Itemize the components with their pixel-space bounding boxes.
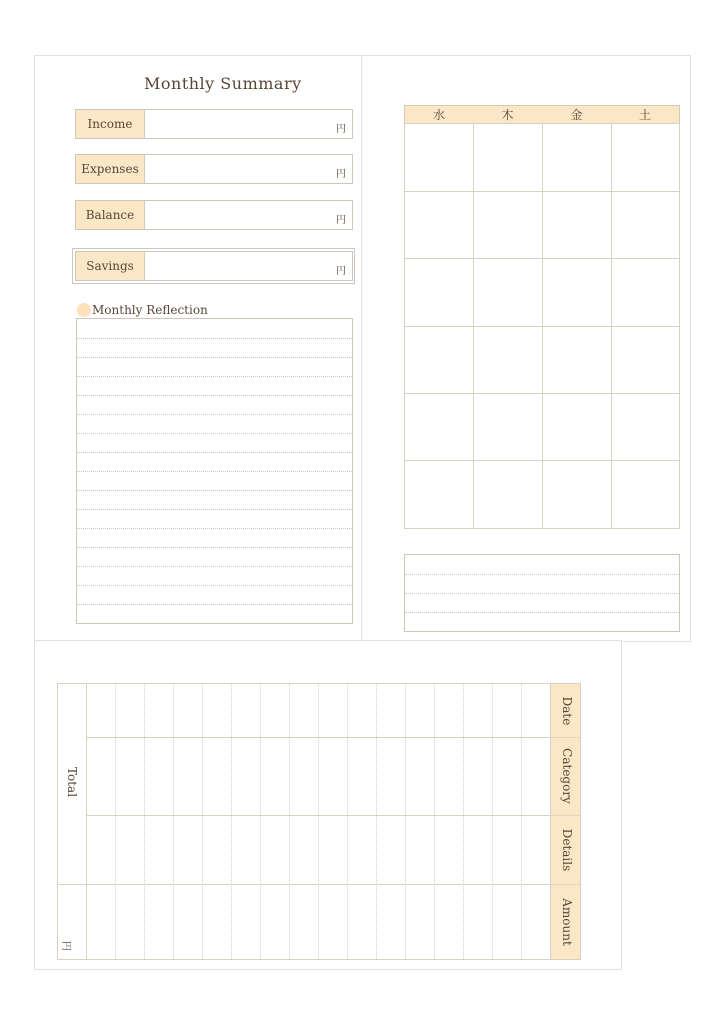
weekday-fri: 金	[570, 108, 583, 122]
ledger-total-label: Total	[65, 766, 79, 798]
ledger-grid[interactable]	[57, 683, 581, 960]
expenses-row[interactable]	[75, 154, 353, 184]
weekday-thu: 木	[501, 108, 514, 122]
weekday-sat: 土	[638, 108, 651, 122]
summary-page	[34, 55, 363, 642]
calendar-grid[interactable]	[404, 123, 680, 529]
calendar-notes[interactable]	[404, 554, 680, 632]
page-title: Monthly Summary	[144, 74, 302, 93]
ledger-column-date: Date	[551, 684, 580, 738]
yen-unit: 円	[336, 266, 346, 277]
income-row[interactable]	[75, 109, 353, 139]
calendar-page	[361, 55, 691, 642]
yen-unit: 円	[336, 124, 346, 135]
ledger-total-unit: 円	[60, 941, 71, 951]
reflection-notes[interactable]	[76, 318, 353, 624]
ledger-page	[34, 640, 622, 970]
ledger-column-amount: Amount	[551, 885, 580, 959]
income-label: Income	[76, 110, 145, 138]
calendar-weekday-header	[404, 105, 680, 124]
reflection-dot-icon	[77, 303, 91, 317]
savings-frame	[72, 248, 355, 284]
balance-row[interactable]	[75, 200, 353, 230]
savings-row[interactable]	[75, 251, 353, 281]
reflection-heading: Monthly Reflection	[92, 303, 208, 317]
ledger-column-details: Details	[551, 816, 580, 885]
yen-unit: 円	[336, 169, 346, 180]
balance-label: Balance	[76, 201, 145, 229]
weekday-wed: 水	[432, 108, 445, 122]
ledger-column-category: Category	[551, 738, 580, 816]
expenses-label: Expenses	[76, 155, 145, 183]
savings-label: Savings	[76, 252, 145, 280]
yen-unit: 円	[336, 215, 346, 226]
